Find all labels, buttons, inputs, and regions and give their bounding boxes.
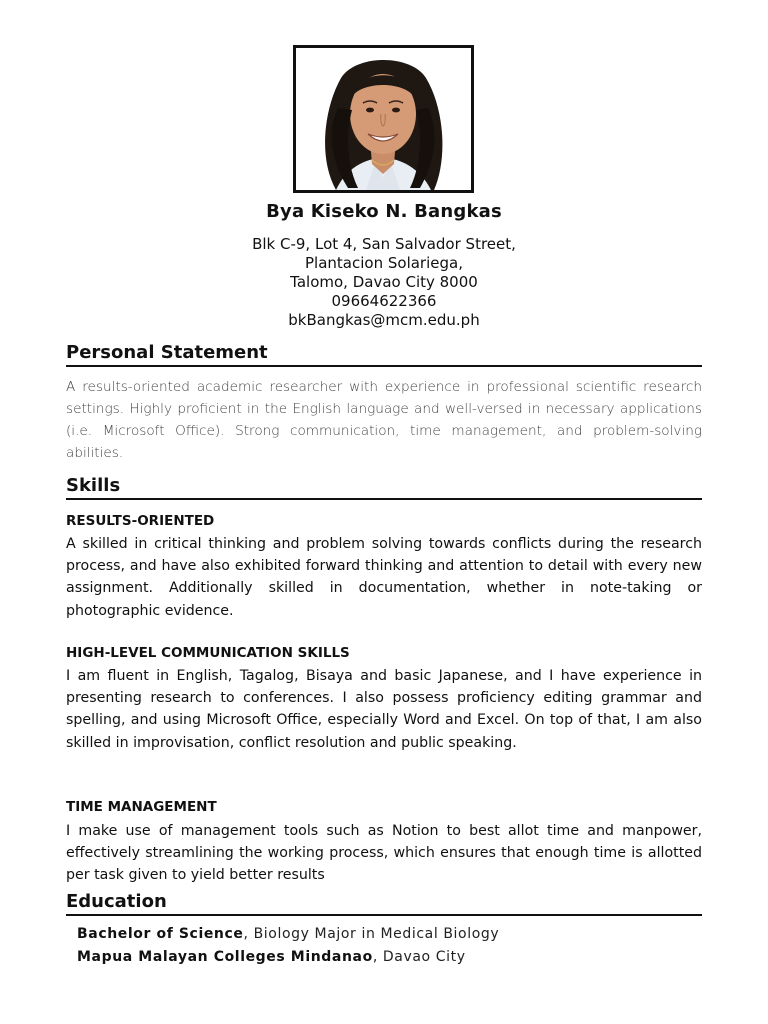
- section-divider: [66, 365, 702, 367]
- section-title-skills: Skills: [66, 475, 121, 496]
- education-degree: [77, 926, 499, 942]
- applicant-name: Bya Kiseko N. Bangkas: [266, 201, 502, 222]
- skill-heading-time-management: TIME MANAGEMENT: [66, 799, 217, 815]
- section-divider: [66, 914, 702, 916]
- email-address: bkBangkas@mcm.edu.ph: [288, 311, 480, 329]
- contact-block: [0, 235, 768, 330]
- address-line-2: Plantacion Solariega,: [305, 254, 463, 272]
- personal-statement-text: A results-oriented academic researcher with experience in professional scientific research settings. Highly proficient in the English language and well-versed in necessary applications (i.e. Microsoft Office). Strong communication, time management, and problem-solving abilities.: [66, 379, 702, 461]
- skill-text-results-oriented: A skilled in critical thinking and problem solving towards conflicts during the research process, and have also exhibited forward thinking and attention to detail with every new assignment. Additionally skilled in documentation, whether in note-taking or photographic evidence.: [66, 536, 702, 619]
- portrait-image: [296, 48, 471, 190]
- section-title-education: Education: [66, 891, 167, 912]
- school-name: Mapua Malayan Colleges Mindanao: [77, 949, 373, 965]
- degree-major: , Biology Major in Medical Biology: [243, 926, 500, 942]
- skill-text-time-management: I make use of management tools such as Notion to best allot time and manpower, effectively streamlining the working process, which ensures that enough time is allotted per task given to yield better results: [66, 823, 702, 884]
- address-line-1: Blk C-9, Lot 4, San Salvador Street,: [252, 235, 516, 253]
- profile-photo: [293, 45, 474, 193]
- phone-number: 09664622366: [331, 292, 437, 310]
- education-school: [77, 949, 466, 965]
- section-divider: [66, 498, 702, 500]
- skill-heading-communication: HIGH-LEVEL COMMUNICATION SKILLS: [66, 645, 350, 661]
- skill-heading-results-oriented: RESULTS-ORIENTED: [66, 513, 215, 529]
- school-location: , Davao City: [372, 949, 466, 965]
- address-line-3: Talomo, Davao City 8000: [290, 273, 478, 291]
- section-title-personal-statement: Personal Statement: [66, 342, 268, 363]
- skill-text-communication: I am fluent in English, Tagalog, Bisaya and basic Japanese, and I have experience in presenting research to conferences. I also possess proficiency editing grammar and spelling, and using Microsoft Office, especially Word and Excel. On top of that, I am also skilled in improvisation, conflict resolution and public speaking.: [66, 668, 702, 751]
- degree-name: Bachelor of Science: [77, 926, 244, 942]
